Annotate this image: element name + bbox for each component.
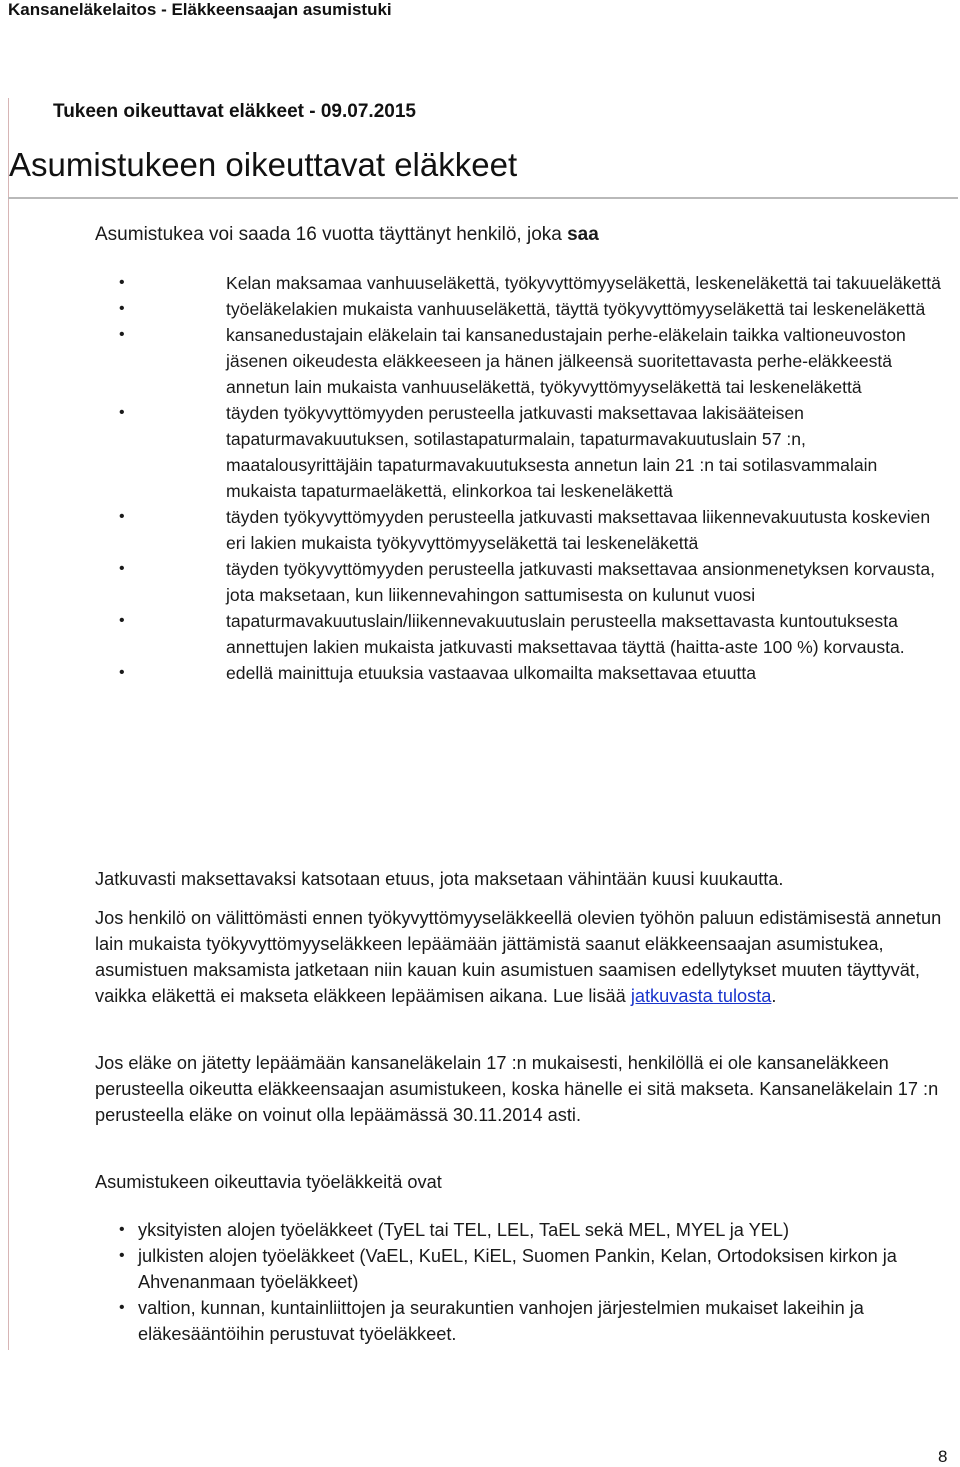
intro-bold-word: saa: [567, 224, 599, 245]
page-title: Asumistukeen oikeuttavat eläkkeet: [9, 146, 518, 183]
bullet-icon: •: [119, 664, 125, 681]
document-date-line: Tukeen oikeuttavat eläkkeet - 09.07.2015: [53, 101, 416, 122]
bullet-icon: •: [119, 1299, 125, 1316]
bullet-icon: •: [119, 300, 125, 317]
list-item-text: työeläkelakien mukaista vanhuuseläkettä, täyttä työkyvyttömyyseläkettä tai leskeneläkettä: [226, 299, 926, 319]
list-item-text: yksityisten alojen työeläkkeet (TyEL tai TEL, LEL, TaEL sekä MEL, MYEL ja YEL): [138, 1220, 790, 1240]
list-item: [0, 504, 946, 556]
list-item: [0, 660, 946, 686]
list-item-text: edellä mainittuja etuuksia vastaavaa ulkomailta maksettavaa etuutta: [226, 663, 757, 683]
earnings-pensions-list: [0, 1217, 960, 1347]
list-item-text: valtion, kunnan, kuntainliittojen ja seurakuntien vanhojen järjestelmien mukaiset lakeihin ja eläkesääntöihin perustuvat työeläkkeet.: [138, 1298, 864, 1344]
page-number: 8: [938, 1447, 948, 1466]
list-item: [0, 608, 946, 660]
bullet-icon: •: [119, 508, 125, 525]
list-item-text: kansanedustajain eläkelain tai kansanedustajain perhe-eläkelain taikka valtioneuvoston jäsenen oikeudesta eläkkeeseen ja hänen jälkeensä suoritettavasta perhe-eläkkeestä annetun lain mukaista vanhuuseläkettä, työkyvyttömyyseläkettä tai leskeneläkettä: [226, 325, 906, 397]
page-header-title: Kansaneläkelaitos - Eläkkeensaajan asumistuki: [8, 0, 392, 19]
list-item-text: täyden työkyvyttömyyden perusteella jatkuvasti maksettavaa liikennevakuutusta koskevien eri lakien mukaista työkyvyttömyyseläkettä tai leskeneläkettä: [226, 507, 931, 553]
bullet-icon: •: [119, 1221, 125, 1238]
list-item: [0, 270, 946, 296]
list-item: [0, 296, 946, 322]
list-item-text: julkisten alojen työeläkkeet (VaEL, KuEL, KiEL, Suomen Pankin, Kelan, Ortodoksisen kirkon ja Ahvenanmaan työeläkkeet): [138, 1246, 897, 1292]
bullet-icon: •: [119, 560, 125, 577]
bullet-icon: •: [119, 612, 125, 629]
paragraph-period: .: [771, 986, 777, 1006]
list-item: [0, 400, 946, 504]
list-item-text: täyden työkyvyttömyyden perusteella jatkuvasti maksettavaa lakisääteisen tapaturmavakuutuksen, sotilastapaturmalain, tapaturmavakuutuslain 57 :n, maatalousyrittäjäin tapaturmavakuutuksesta annetun lain 21 :n tai sotilasvammalain mukaista tapaturmaeläkettä, elinkorkoa tai leskeneläkettä: [226, 403, 878, 501]
list-item: [0, 556, 946, 608]
title-divider: [8, 197, 958, 199]
earnings-pensions-heading: Asumistukeen oikeuttavia työeläkkeitä ovat: [95, 1172, 442, 1192]
suspended-pension-text: Jos henkilö on välittömästi ennen työkyvyttömyyseläkkeellä olevien työhön paluun edistämisestä annetun lain mukaista työkyvyttömyyseläkkeen lepäämään jättämistä saanut eläkkeensaajan asumistukea, asumistuen maksamista jatketaan niin kauan kuin asumistuen saamisen edellytykset muuten täyttyvät, vaikka eläkettä ei makseta eläkkeen lepäämisen aikana. Lue lisää: [95, 908, 942, 1006]
list-item-text: Kelan maksamaa vanhuuseläkettä, työkyvyttömyyseläkettä, leskeneläkettä tai takuueläkettä: [226, 273, 941, 293]
list-item: [0, 322, 946, 400]
bullet-icon: •: [119, 274, 125, 291]
intro-prefix: Asumistukea voi saada 16 vuotta täyttänyt henkilö, joka: [95, 224, 568, 245]
bullet-icon: •: [119, 1247, 125, 1264]
list-item: [0, 1217, 918, 1243]
continuous-income-link[interactable]: jatkuvasta tulosta: [630, 986, 772, 1006]
list-item-text: tapaturmavakuutuslain/liikennevakuutuslain perusteella maksettavasta kuntoutuksesta annettujen lakien mukaista jatkuvasti maksettavaa täyttä (haitta-aste 100 %) korvausta.: [226, 611, 905, 657]
list-item: [0, 1295, 918, 1347]
list-item-text: täyden työkyvyttömyyden perusteella jatkuvasti maksettavaa ansionmenetyksen korvausta, jota maksetaan, kun liikennevahingon sattumisesta on kulunut vuosi: [226, 559, 935, 605]
suspended-pension-paragraph: [95, 905, 957, 1009]
eligible-pensions-list: [0, 270, 960, 686]
continuous-payment-paragraph: Jatkuvasti maksettavaksi katsotaan etuus, jota maksetaan vähintään kuusi kuukautta.: [95, 869, 784, 889]
intro-text: [95, 224, 599, 246]
bullet-icon: •: [119, 326, 125, 343]
national-pension-paragraph: Jos eläke on jätetty lepäämään kansaneläkelain 17 :n mukaisesti, henkilöllä ei ole kansaneläkkeen perusteella oikeutta eläkkeensaajan asumistukeen, koska hänelle ei sitä makseta. Kansaneläkelain 17 :n perusteella eläke on voinut olla lepäämässä 30.11.2014 asti.: [95, 1053, 939, 1125]
list-item: [0, 1243, 918, 1295]
bullet-icon: •: [119, 404, 125, 421]
